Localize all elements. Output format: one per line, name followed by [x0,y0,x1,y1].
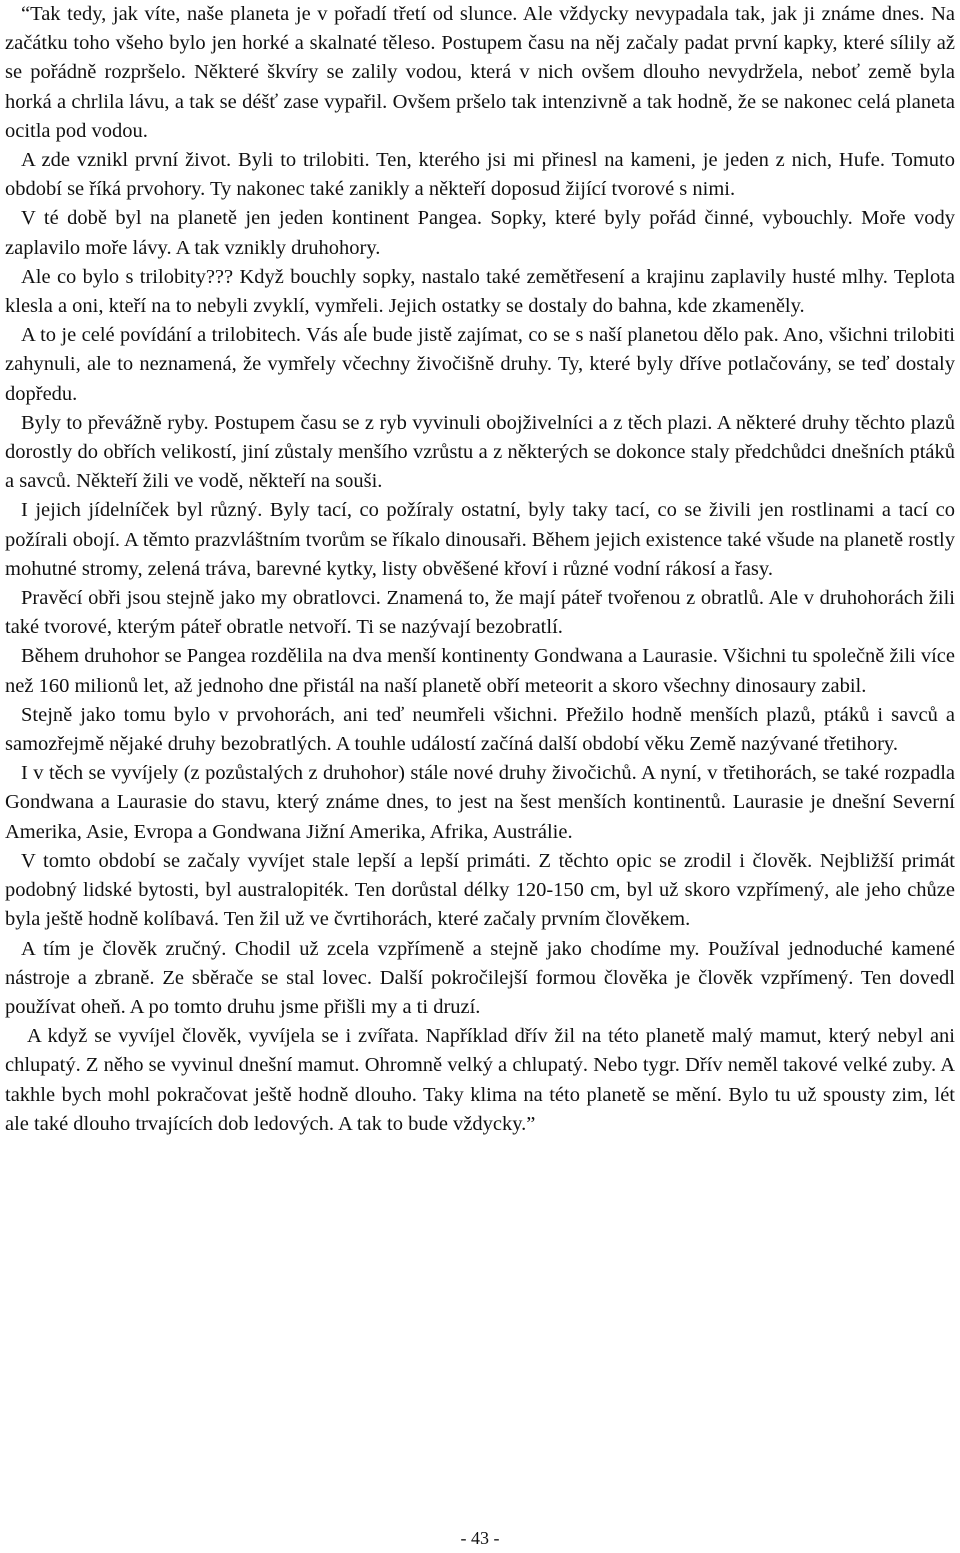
paragraph-10: Stejně jako tomu bylo v prvohorách, ani teď neumřeli všichni. Přežilo hodně menších plazů, ptáků i savců a samozřejmě nějaké druhy bezobratlých. A touhle událostí začíná další období věku Země nazývané třetihory. [5,703,955,756]
paragraph-7: I jejich jídelníček byl různý. Byly tací, co požíraly ostatní, byly taky tací, co se živili jen rostlinami a tací co požírali obojí. A těmto prazvláštním tvorům se říkalo dinousaři. Během jejich existence také všude na planetě rostly mohutné stromy, zelená tráva, barevné kytky, listy obvěšené křoví i různé vodní rákosí a řasy. [5,499,955,580]
paragraph-3: V té době byl na planetě jen jeden kontinent Pangea. Sopky, které byly pořád činné, vybouchly. Moře vody zaplavilo moře lávy. A tak vznikly druhohory. [5,207,955,259]
paragraph-14: A když se vyvíjel člověk, vyvíjela se i zvířata. Například dřív žil na této planetě malý mamut, který nebyl ani chlupatý. Z něho se vyvinul dnešní mamut. Ohromně velký a chlupatý. Nebo tygr. Dřív neměl takové velké zuby. A takhle bych mohl pokračovat ještě hodně dlouho. Taky klima na této planetě se mění. Bylo tu už spousty zim, lét ale také dlouho trvajících dob ledových. A tak to bude vždycky.” [5,1025,955,1135]
paragraph-1: “Tak tedy, jak víte, naše planeta je v pořadí třetí od slunce. Ale vždycky nevypadala tak, jak ji známe dnes. Na začátku toho všeho bylo jen horké a skalnaté těleso. Postupem času na něj začaly padat první kapky, které sílily až se pořádně rozpršelo. Některé škvíry se zalily vodou, která v nich ovšem dlouho nevydržela, neboť země byla horká a chrlila lávu, a tak se déšť zase vypařil. Ovšem pršelo tak intenzivně a tak hodně, že se nakonec celá planeta ocitla pod vodou. [5,3,955,142]
paragraph-5: A to je celé povídání a trilobitech. Vás aĺe bude jistě zajímat, co se s naší planetou dělo pak. Ano, všichni trilobiti zahynuli, ale to neznamená, že vymřely včechny živočišně druhy. Ty, které byly dříve potlačovány, se teď dostaly dopředu. [5,324,955,405]
paragraph-13: A tím je člověk zručný. Chodil už zcela vzpřímeně a stejně jako chodíme my. Používal jednoduché kamené nástroje a zbraně. Ze sběrače se stal lovec. Další pokročilejší formou člověka je člověk vzpřímený. Ten dovedl používat oheň. A po tomto druhu jsme přišli my a ti druzí. [5,937,955,1018]
document-body [5,0,955,1139]
paragraph-11: I v těch se vyvíjely (z pozůstalých z druhohor) stále nové druhy živočichů. A nyní, v třetihorách, se také rozpadla Gondwana a Laurasie do stavu, který známe dnes, to jest na šest menších kontinentů. Laurasie je dnešní Severní Amerika, Asie, Evropa a Gondwana Jižní Amerika, Afrika, Austrálie. [5,762,955,843]
paragraph-12: V tomto období se začaly vyvíjet stale lepší a lepší primáti. Z těchto opic se zrodil i člověk. Nejbližší primát podobný lidské bytosti, byl australopiték. Ten dorůstal délky 120-150 cm, byl už skoro vzpřímený, ale jeho chůze byla ještě hodně kolíbavá. Ten žil už ve čvrtihorách, které začaly prvním člověkem. [5,849,955,931]
paragraph-4: Ale co bylo s trilobity??? Když bouchly sopky, nastalo také zemětřesení a krajinu zaplavily husté mlhy. Teplota klesla a oni, kteří na to nebyli zvyklí, vymřeli. Jejich ostatky se dostaly do bahna, kde zkameněly. [5,265,955,318]
paragraph-9: Během druhohor se Pangea rozdělila na dva menší kontinenty Gondwana a Laurasie. Všichni tu společně žili více než 160 milionů let, až jednoho dne přistál na naší planetě obří meteorit a skoro všechny dinosaury zabil. [5,645,955,697]
page-number: - 43 - [460,1528,500,1548]
paragraph-6: Byly to převážně ryby. Postupem času se z ryb vyvinuli obojživelníci a z těch plazi. A některé druhy těchto plazů dorostly do obřích velikostí, jiní zůstaly menšího vzrůstu a z některých se dokonce staly předchůdci dnešních ptáků a savců. Někteří žili ve vodě, někteří na souši. [5,411,955,493]
paragraph-2: A zde vznikl první život. Byli to trilobiti. Ten, kterého jsi mi přinesl na kameni, je jeden z nich, Hufe. Tomuto období se říká prvohory. Ty nakonec také zanikly a někteří doposud žijící tvorové s nimi. [5,149,955,201]
paragraph-8: Pravěcí obři jsou stejně jako my obratlovci. Znamená to, že mají páteř tvořenou z obratlů. Ale v druhohorách žili také tvorové, kterým páteř obratle netvoří. Ti se nazývají bezobratlí. [5,587,955,639]
